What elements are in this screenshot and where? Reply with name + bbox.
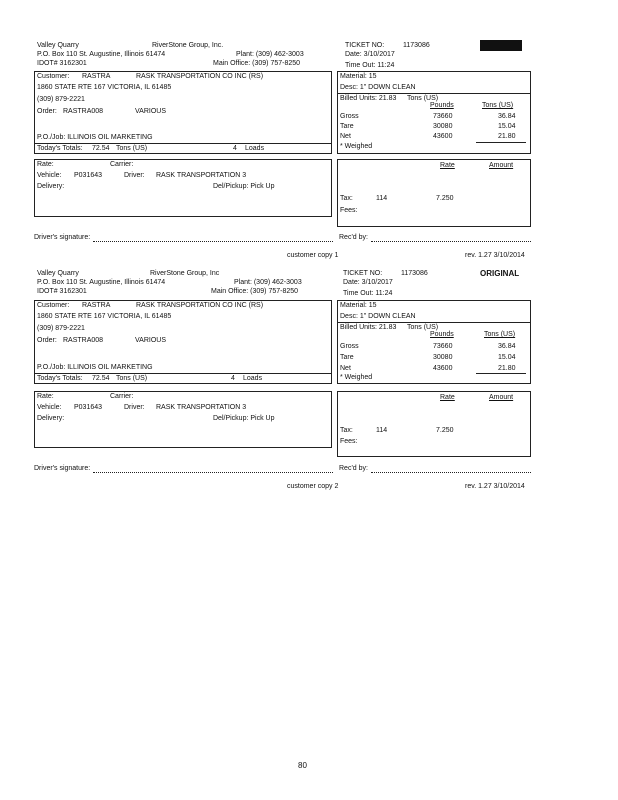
customer-phone: (309) 879-2221: [37, 325, 85, 332]
rate-column-header: Rate: [440, 394, 455, 401]
net-label: Net: [340, 133, 351, 140]
vehicle-box: [34, 159, 332, 217]
rate-label: Rate:: [37, 393, 54, 400]
rate-column-header: Rate: [440, 162, 455, 169]
group-name: RiverStone Group, Inc: [150, 270, 220, 277]
customer-phone: (309) 879-2221: [37, 96, 85, 103]
drivers-signature-label: Driver's signature:: [34, 234, 91, 241]
po-job: P.O./Job: ILLINOIS OIL MARKETING: [37, 134, 153, 141]
tare-tons: 15.04: [498, 354, 516, 361]
material-desc: Desc: 1" DOWN CLEAN: [340, 313, 416, 320]
todays-loads-label: Loads: [245, 145, 265, 152]
gross-pounds: 73660: [433, 343, 453, 350]
todays-tons-label: Tons (US): [116, 145, 148, 152]
customer-label: Customer:: [37, 302, 70, 309]
todays-loads-value: 4: [231, 375, 235, 382]
tax-code: 114: [376, 195, 388, 202]
tare-pounds: 30080: [433, 354, 453, 361]
order-value: RASTRA008: [63, 108, 104, 115]
customer-code: RASTRA: [82, 302, 111, 309]
drivers-signature-line[interactable]: [93, 241, 333, 242]
todays-totals-value: 72.54: [92, 375, 110, 382]
original-label: ORIGINAL: [480, 269, 520, 278]
redaction-bar: [480, 40, 522, 51]
vehicle-value: P031643: [74, 404, 103, 411]
billed-tons-label: Tons (US): [407, 95, 439, 102]
material-desc: Desc: 1" DOWN CLEAN: [340, 84, 416, 91]
todays-totals-value: 72.54: [92, 145, 110, 152]
gross-label: Gross: [340, 343, 359, 350]
net-underline: [476, 142, 526, 143]
customer-label: Customer:: [37, 73, 70, 80]
revision: rev. 1.27 3/10/2014: [465, 252, 525, 259]
driver-value: RASK TRANSPORTATION 3: [156, 172, 247, 179]
net-tons: 21.80: [498, 365, 516, 372]
net-tons: 21.80: [498, 133, 516, 140]
delivery-label: Delivery:: [37, 183, 65, 190]
vehicle-label: Vehicle:: [37, 404, 62, 411]
received-by-line[interactable]: [371, 472, 531, 473]
net-label: Net: [340, 365, 351, 372]
tax-rate: 7.250: [436, 427, 454, 434]
page-number: 80: [298, 761, 307, 770]
group-name: RiverStone Group, Inc.: [152, 42, 224, 49]
net-pounds: 43600: [433, 133, 453, 140]
revision: rev. 1.27 3/10/2014: [465, 483, 525, 490]
divider: [337, 93, 531, 94]
order-extra: VARIOUS: [135, 108, 166, 115]
tare-label: Tare: [340, 354, 354, 361]
billed-units: Billed Units: 21.83: [340, 95, 397, 102]
ticket-1: [0, 0, 618, 265]
pounds-header: Pounds: [430, 102, 454, 109]
ticket-no: 1173086: [403, 42, 430, 49]
tare-pounds: 30080: [433, 123, 453, 130]
received-by-label: Rec'd by:: [339, 234, 368, 241]
tons-header: Tons (US): [482, 102, 514, 109]
customer-name: RASK TRANSPORTATION CO INC (RS): [136, 73, 264, 80]
time-out: Time Out: 11:24: [345, 62, 395, 69]
ticket-date: Date: 3/10/2017: [343, 279, 393, 286]
weighed-note: * Weighed: [340, 374, 373, 381]
tax-rate: 7.250: [436, 195, 454, 202]
customer-code: RASTRA: [82, 73, 111, 80]
copy-label: customer copy 1: [287, 252, 339, 259]
time-out: Time Out: 11:24: [343, 290, 393, 297]
customer-address: 1860 STATE RTE 167 VICTORIA, IL 61485: [37, 313, 172, 320]
main-office-phone: Main Office: (309) 757-8250: [213, 60, 301, 67]
carrier-label: Carrier:: [110, 393, 134, 400]
drivers-signature-label: Driver's signature:: [34, 465, 91, 472]
todays-tons-label: Tons (US): [116, 375, 148, 382]
drivers-signature-line[interactable]: [93, 472, 333, 473]
tax-label: Tax:: [340, 427, 353, 434]
material: Material: 15: [340, 302, 377, 309]
po-job: P.O./Job: ILLINOIS OIL MARKETING: [37, 364, 153, 371]
ticket-date: Date: 3/10/2017: [345, 51, 395, 58]
weighed-note: * Weighed: [340, 143, 373, 150]
plant-phone: Plant: (309) 462-3003: [236, 51, 304, 58]
rate-label: Rate:: [37, 161, 54, 168]
gross-label: Gross: [340, 113, 359, 120]
todays-totals-label: Today's Totals:: [37, 145, 83, 152]
gross-tons: 36.84: [498, 113, 516, 120]
vehicle-label: Vehicle:: [37, 172, 62, 179]
divider: [34, 373, 332, 374]
billed-tons-label: Tons (US): [407, 324, 439, 331]
divider: [337, 322, 531, 323]
copy-label: customer copy 2: [287, 483, 339, 490]
received-by-line[interactable]: [371, 241, 531, 242]
billed-units: Billed Units: 21.83: [340, 324, 397, 331]
po-box: P.O. Box 110 St. Augustine, Illinois 61474: [37, 279, 166, 286]
ticket-2: [0, 270, 618, 500]
company-name: Valley Quarry: [37, 270, 79, 277]
fees-label: Fees:: [340, 438, 358, 445]
ticket-no-label: TICKET NO:: [343, 270, 383, 277]
tax-code: 114: [376, 427, 388, 434]
ticket-no: 1173086: [401, 270, 428, 277]
gross-tons: 36.84: [498, 343, 516, 350]
order-value: RASTRA008: [63, 337, 104, 344]
po-box: P.O. Box 110 St. Augustine, Illinois 61474: [37, 51, 166, 58]
fees-label: Fees:: [340, 207, 358, 214]
amount-column-header: Amount: [489, 394, 514, 401]
tax-label: Tax:: [340, 195, 353, 202]
todays-totals-label: Today's Totals:: [37, 375, 83, 382]
vehicle-value: P031643: [74, 172, 103, 179]
main-office-phone: Main Office: (309) 757-8250: [211, 288, 299, 295]
net-underline: [476, 373, 526, 374]
received-by-label: Rec'd by:: [339, 465, 368, 472]
divider: [34, 143, 332, 144]
order-label: Order:: [37, 337, 57, 344]
order-label: Order:: [37, 108, 57, 115]
customer-name: RASK TRANSPORTATION CO INC (RS): [136, 302, 264, 309]
carrier-label: Carrier:: [110, 161, 134, 168]
driver-label: Driver:: [124, 172, 145, 179]
todays-loads-value: 4: [233, 145, 237, 152]
net-pounds: 43600: [433, 365, 453, 372]
del-pickup: Del/Pickup: Pick Up: [213, 415, 275, 422]
tons-header: Tons (US): [484, 331, 516, 338]
amount-column-header: Amount: [489, 162, 514, 169]
todays-loads-label: Loads: [243, 375, 263, 382]
company-name: Valley Quarry: [37, 42, 79, 49]
pounds-header: Pounds: [430, 331, 454, 338]
tare-tons: 15.04: [498, 123, 516, 130]
order-extra: VARIOUS: [135, 337, 166, 344]
plant-phone: Plant: (309) 462-3003: [234, 279, 302, 286]
driver-label: Driver:: [124, 404, 145, 411]
idot-number: IDOT# 3162301: [37, 288, 87, 295]
material: Material: 15: [340, 73, 377, 80]
tare-label: Tare: [340, 123, 354, 130]
customer-address: 1860 STATE RTE 167 VICTORIA, IL 61485: [37, 84, 172, 91]
vehicle-box: [34, 391, 332, 448]
delivery-label: Delivery:: [37, 415, 65, 422]
del-pickup: Del/Pickup: Pick Up: [213, 183, 275, 190]
gross-pounds: 73660: [433, 113, 453, 120]
driver-value: RASK TRANSPORTATION 3: [156, 404, 247, 411]
ticket-no-label: TICKET NO:: [345, 42, 385, 49]
idot-number: IDOT# 3162301: [37, 60, 87, 67]
